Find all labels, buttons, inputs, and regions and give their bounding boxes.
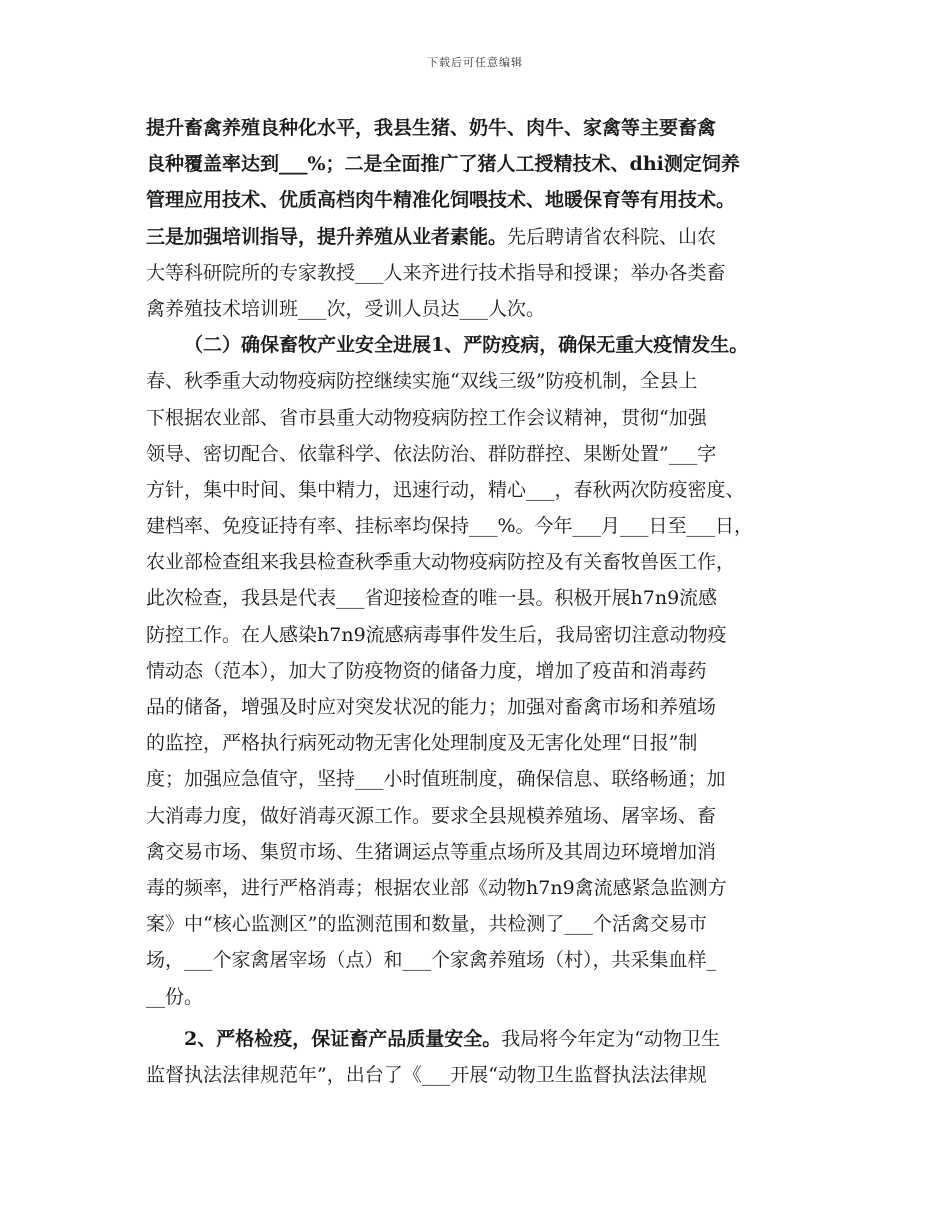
text-run: 大等科研院所的专家教授___人来齐进行技术指导和授课；举办各类畜 [146,261,726,284]
text-run: 案》中“核心监测区”的监测范围和数量，共检测了___个活禽交易市 [146,913,707,936]
page-header-note: 下载后可任意编辑 [427,56,523,69]
text-run: 大消毒力度，做好消毒灭源工作。要求全县规模养殖场、屠宰场、畜 [146,804,717,827]
text-run: 农业部检查组来我县检查秋季重大动物疫病防控及有关畜牧兽医工作， [146,551,736,574]
text-run: 防控工作。在人感染h7n9流感病毒事件发生后，我局密切注意动物疫 [146,623,727,646]
text-run: 此次检查，我县是代表___省迎接检查的唯一县。积极开展h7n9流感 [146,587,718,610]
text-run: 场，___个家禽屠宰场（点）和___个家禽养殖场（村），共采集血样_ [146,949,717,972]
text-run: 三是加强培训指导，提升养殖从业者素能。 [146,225,508,248]
section-heading: 2、严格检疫，保证畜产品质量安全。 [184,1027,502,1050]
text-run: 下根据农业部、省市县重大动物疫病防控工作会议精神，贯彻“加强 [146,406,707,429]
text-run: 提升畜禽养殖良种化水平，我县生猪、奶牛、肉牛、家禽等主要畜禽 [146,117,717,139]
text-run: 的监控，严格执行病死动物无害化处理制度及无害化处理“日报”制 [146,732,698,755]
text-run: 我局将今年定为“动物卫生 [501,1027,720,1050]
text-run: 禽交易市场、集贸市场、生猪调运点等重点场所及其周边环境增加消 [146,840,717,863]
paragraph-epidemic-prevention [146,327,808,1015]
text-run: 管理应用技术、优质高档肉牛精准化饲喂技术、地暖保育等有用技术。 [146,189,736,212]
paragraph-breeding [146,110,808,327]
text-run: 良种覆盖率达到___%；二是全面推广了猪人工授精技术、dhi测定饲养 [146,153,740,176]
text-run: 春、秋季重大动物疫病防控继续实施“双线三级”防疫机制，全县上 [146,370,698,393]
text-run: 建档率、免疫证持有率、挂标率均保持___%。今年___月___日至___日， [146,515,754,538]
text-run: 毒的频率，进行严格消毒；根据农业部《动物h7n9禽流感紧急监测方 [146,876,727,899]
text-run: 方针，集中时间、集中精力，迅速行动，精心___，春秋两次防疫密度、 [146,478,745,501]
text-run: __份。 [146,985,204,1008]
paragraph-quarantine [146,1021,808,1093]
text-run: 品的储备，增强及时应对突发状况的能力；加强对畜禽市场和养殖场 [146,696,717,718]
text-run: 监督执法法律规范年”，出台了《___开展“动物卫生监督执法法律规 [146,1063,707,1086]
text-run: 先后聘请省农科院、山农 [507,225,717,248]
document-body [146,110,808,1093]
text-run: 情动态（范本），加大了防疫物资的储备力度，增加了疫苗和消毒药 [146,659,707,682]
text-run: 度；加强应急值守，坚持___小时值班制度，确保信息、联络畅通；加 [146,768,726,791]
section-heading: （二）确保畜牧产业安全进展1、严防疫病，确保无重大疫情发生。 [184,334,749,357]
text-run: 领导、密切配合、依靠科学、依法防治、群防群控、果断处置”___字 [146,442,717,465]
text-run: 禽养殖技术培训班___次，受训人员达___人次。 [146,297,546,320]
